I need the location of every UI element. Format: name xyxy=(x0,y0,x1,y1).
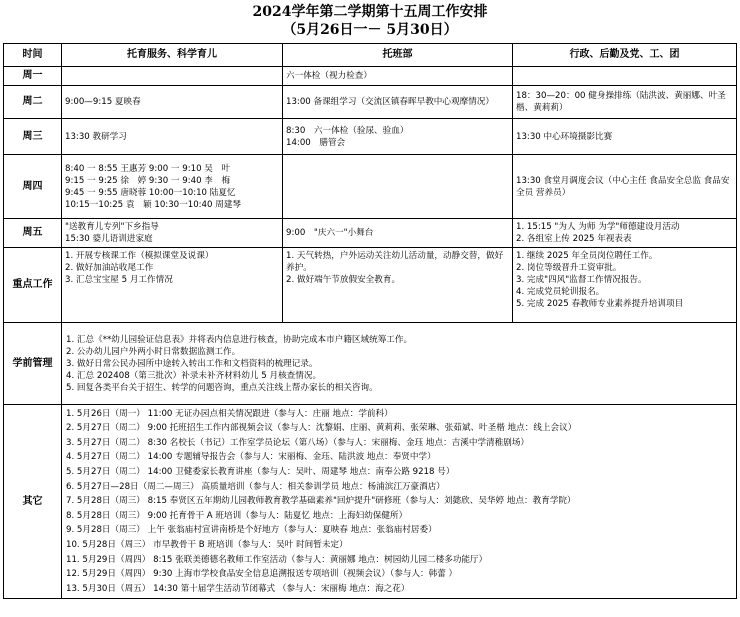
wed-admin xyxy=(513,119,737,155)
list-item: 5. 5月27日（周二） 14:00 卫健委家长教育讲座（参与人：吴叶、周建琴 地点：南奉公路 9218 号） xyxy=(66,467,455,478)
cell-line: "送教育儿专列"下乡指导 xyxy=(65,222,159,232)
row-label: 周三 xyxy=(4,119,62,155)
header-row xyxy=(4,44,737,67)
preschool-mgmt-content xyxy=(62,323,737,405)
row-friday xyxy=(4,219,737,248)
page-subtitle: （5月26日一－ 5月30日） xyxy=(282,22,458,38)
thu-childcare xyxy=(62,155,283,219)
header-childcare: 托育服务、科学育儿 xyxy=(62,44,283,67)
mon-nursery xyxy=(283,67,513,86)
key-nursery xyxy=(283,248,513,323)
list-item: 5. 回复各类平台关于招生、转学的问题咨询，重点关注线上帮办家长的相关咨询。 xyxy=(66,382,378,393)
row-preschool-mgmt xyxy=(4,323,737,405)
other-content xyxy=(62,405,737,599)
cell-line: 18：30—20：00 健身操排练（陆洪波、黄丽娜、叶圣楷、黄莉莉） xyxy=(516,91,726,113)
cell-line: 1. 15:15 "为人 为师 为学"师德建设月活动 xyxy=(516,222,680,232)
list-item: 13. 5月30日（周五） 14:30 第十届学生活动节闭幕式 （参与人：宋丽梅 地点：海之花） xyxy=(66,583,410,594)
thu-admin xyxy=(513,155,737,219)
fri-childcare xyxy=(62,219,283,248)
list-item: 7. 5月28日（周三） 8:15 奉贤区五年期幼儿园教师教育教学基础素养"回炉提升"研修班（参与人：刘懿欣、吴华婷 地点：教育学院） xyxy=(66,496,576,507)
cell-line: 10:15一10:25 袁 颖 10:30一10:40 周建琴 xyxy=(65,199,242,210)
list-item: 4. 5月27日（周二） 14:00 专题辅导报告会（参与人：宋丽梅、金珏、陆洪波 地点：奉贤中学） xyxy=(66,452,436,463)
header-time: 时间 xyxy=(4,44,62,67)
cell-line: 六一体检（视力检查） xyxy=(286,71,372,81)
row-wednesday xyxy=(4,119,737,155)
list-item: 12. 5月29日（周四） 9:30 上海市学校食品安全信息追溯报送专项培训（视频会议）（参与人：韩蕾 ） xyxy=(66,569,458,580)
list-item: 1. 汇总《**幼儿园验证信息表》并将表内信息进行核查，协助完成本市户籍区域统筹工作。 xyxy=(66,334,413,345)
tue-nursery xyxy=(283,86,513,119)
row-label: 周一 xyxy=(4,67,62,86)
row-label: 周五 xyxy=(4,219,62,248)
cell-line: 8:40 一 8:55 王惠芳 9:00 一 9:10 吴 叶 xyxy=(65,163,231,174)
tue-admin xyxy=(513,86,737,119)
mon-admin xyxy=(513,67,737,86)
list-item: 8. 5月28日（周三） 9:00 托育骨干 A 班培训（参与人：陆夏忆 地点：上海妇幼保健所） xyxy=(66,510,408,521)
row-thursday xyxy=(4,155,737,219)
row-key-work xyxy=(4,248,737,323)
cell-line: 13:30 教研学习 xyxy=(65,131,127,142)
cell-line: 2. 做好加油站收尾工作 xyxy=(65,263,154,273)
row-label: 学前管理 xyxy=(4,323,62,405)
list-item: 11. 5月29日（周四） 8:15 张联美德德名教师工作室活动（参与人：黄丽娜 地点：树园幼儿园二楼多功能厅） xyxy=(66,554,488,565)
cell-line: 13:00 备课组学习（交流区镇春晖早教中心观摩情况） xyxy=(286,97,494,107)
cell-line: 15:30 婆儿语训进家庭 xyxy=(65,234,153,244)
row-label: 周二 xyxy=(4,86,62,119)
row-label: 重点工作 xyxy=(4,248,62,323)
key-admin xyxy=(513,248,737,323)
list-item: 10. 5月28日（周三） 市早教骨干 B 班培训（参与人：吴叶 时间暂未定） xyxy=(66,539,348,550)
cell-line: 9:45 一 9:55 唐晓蓉 10:00一10:10 陆夏忆 xyxy=(65,187,236,198)
cell-line: 2. 各组室上传 2025 年视表表 xyxy=(516,234,632,244)
cell-line: 13:30 中心环境摄影比赛 xyxy=(516,131,613,142)
fri-admin xyxy=(513,219,737,248)
thu-nursery xyxy=(283,155,513,219)
list-item: 4. 汇总 202408（第三批次）补录未补齐材料幼儿 5 月核查情况。 xyxy=(66,370,322,381)
cell-line: 1. 继续 2025 年全员岗位聘任工作。 xyxy=(516,251,658,261)
list-item: 3. 5月27日（周二） 8:30 名校长（书记）工作室学员论坛（第八场）（参与人：宋丽梅、金珏 地点：吉溪中学清稚剧场） xyxy=(66,437,530,448)
fri-nursery xyxy=(283,219,513,248)
cell-line: 14:00 膳管会 xyxy=(286,137,346,148)
list-item: 2. 5月27日（周二） 9:00 托班招生工作内部视频会议（参与人：沈黎娟、庄丽、黄莉莉、张荣琳、张茹斌、叶圣楷 地点：线上会议） xyxy=(66,423,577,434)
cell-line: 5. 完成 2025 春教师专业素养提升培训项目 xyxy=(516,299,684,309)
cell-line: 4. 完成党员轮训报名。 xyxy=(516,287,605,297)
cell-line: 9:00—9:15 夏映春 xyxy=(65,97,141,107)
list-item: 3. 做好日常公民办园所中途转入转出工作和文档资料的梳理记录。 xyxy=(66,358,318,369)
row-other xyxy=(4,405,737,599)
row-label: 其它 xyxy=(4,405,62,599)
cell-line: 9:15 一 9:25 徐 婷 9:30 一 9:40 李 梅 xyxy=(65,175,231,186)
wed-nursery xyxy=(283,119,513,155)
schedule-table xyxy=(3,43,737,599)
cell-line: 8:30 六一体检（验尿、验血） xyxy=(286,125,409,136)
cell-line: 13:30 食堂月调度会议（中心主任 食品安全总监 食品安全员 营养员） xyxy=(516,175,730,198)
cell-line: 2. 岗位等级晋升工资审批。 xyxy=(516,263,622,273)
key-childcare xyxy=(62,248,283,323)
cell-line: 9:00 "庆六一"小舞台 xyxy=(286,228,374,238)
cell-line: 1. 开展专核课工作（模拟课堂及说课） xyxy=(65,251,214,261)
row-tuesday xyxy=(4,86,737,119)
list-item: 6. 5月27日—28日（周二—周三） 高质量培训（参与人：相关参训学员 地点：杨浦滨江万豪酒店） xyxy=(66,481,445,492)
cell-line: 2. 做好端午节放假安全教育。 xyxy=(286,275,401,285)
list-item: 2. 公办幼儿园户外两小时日常数据监测工作。 xyxy=(66,346,241,357)
header-nursery: 托班部 xyxy=(283,44,513,67)
mon-childcare xyxy=(62,67,283,86)
list-item: 9. 5月28日（周三） 上午 张翁庙村宣讲南桥是个好地方（参与人：夏映春 地点：张翁庙村居委） xyxy=(66,525,437,536)
row-label: 周四 xyxy=(4,155,62,219)
tue-childcare xyxy=(62,86,283,119)
header-admin: 行政、后勤及党、工、团 xyxy=(513,44,737,67)
list-item: 1. 5月26日（周一） 11:00 无证办园点相关情况跟进（参与人：庄丽 地点：学前科） xyxy=(66,408,393,419)
cell-line: 1. 天气转热，户外运动关注幼儿活动量，动静交替，做好养护。 xyxy=(286,251,504,273)
cell-line: 3. 完成"四风"监督工作情况报告。 xyxy=(516,275,647,285)
wed-childcare xyxy=(62,119,283,155)
page-title: 2024学年第二学期第十五周工作安排 xyxy=(252,4,488,20)
row-monday xyxy=(4,67,737,86)
cell-line: 3. 汇总宝宝屋 5 月工作情况 xyxy=(65,275,173,285)
